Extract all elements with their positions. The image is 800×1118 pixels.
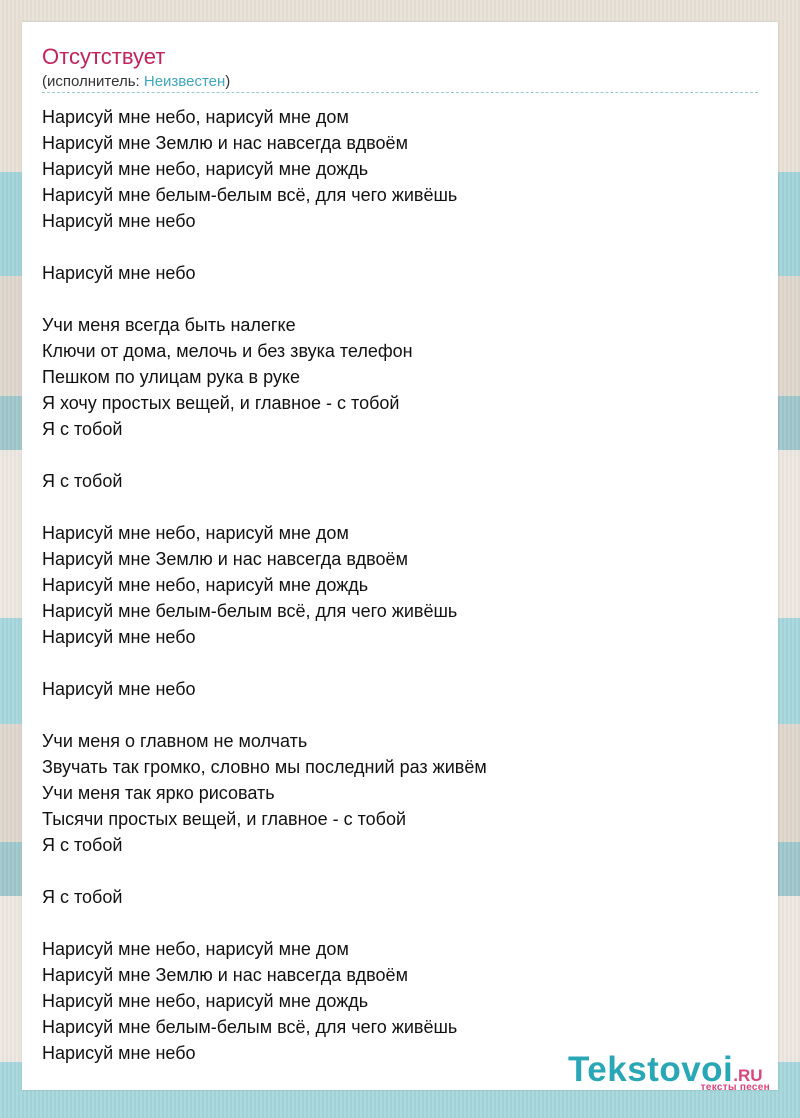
- lyric-line: Учи меня всегда быть налегке: [42, 315, 296, 335]
- artist-prefix: (исполнитель:: [42, 73, 144, 90]
- lyric-blank-line: [42, 286, 487, 312]
- lyric-line: Я хочу простых вещей, и главное - с тобой: [42, 393, 400, 413]
- lyric-line: Я с тобой: [42, 887, 123, 907]
- lyric-line: Нарисуй мне белым-белым всё, для чего живёшь: [42, 601, 458, 621]
- lyric-line: Я с тобой: [42, 471, 123, 491]
- lyric-line: Нарисуй мне небо: [42, 211, 196, 231]
- lyric-blank-line: [42, 494, 487, 520]
- logo-name: Tekstovoi: [568, 1050, 734, 1089]
- lyric-line: Нарисуй мне небо: [42, 263, 196, 283]
- lyric-blank-line: [42, 442, 487, 468]
- lyric-blank-line: [42, 910, 487, 936]
- lyric-line: Нарисуй мне небо, нарисуй мне дом: [42, 107, 349, 127]
- artist-line: [42, 73, 230, 90]
- logo-tld: .RU: [733, 1066, 763, 1085]
- lyric-line: Нарисуй мне небо: [42, 679, 196, 699]
- lyric-line: Пешком по улицам рука в руке: [42, 367, 301, 387]
- lyric-blank-line: [42, 702, 487, 728]
- lyric-line: Учи меня так ярко рисовать: [42, 783, 275, 803]
- lyric-line: Нарисуй мне белым-белым всё, для чего живёшь: [42, 1017, 458, 1037]
- lyrics-sheet: [22, 22, 778, 1093]
- lyric-line: Нарисуй мне Землю и нас навсегда вдвоём: [42, 965, 408, 985]
- lyric-line: Учи меня о главном не молчать: [42, 731, 308, 751]
- lyric-line: Нарисуй мне небо, нарисуй мне дождь: [42, 991, 369, 1011]
- lyric-line: Нарисуй мне небо, нарисуй мне дождь: [42, 159, 369, 179]
- lyric-line: Нарисуй мне небо, нарисуй мне дождь: [42, 575, 369, 595]
- lyric-line: Нарисуй мне небо: [42, 1043, 196, 1063]
- title-divider: [42, 92, 758, 93]
- logo-tagline: тексты песен: [700, 1082, 770, 1093]
- song-title: Отсутствует: [42, 44, 166, 69]
- lyric-blank-line: [42, 650, 487, 676]
- lyric-blank-line: [42, 234, 487, 260]
- lyric-line: Тысячи простых вещей, и главное - с тобой: [42, 809, 407, 829]
- lyric-line: Нарисуй мне небо: [42, 627, 196, 647]
- lyric-blank-line: [42, 858, 487, 884]
- lyrics-body: [42, 104, 487, 1066]
- lyric-line: Нарисуй мне Землю и нас навсегда вдвоём: [42, 133, 408, 153]
- lyric-line: Нарисуй мне белым-белым всё, для чего живёшь: [42, 185, 458, 205]
- site-logo[interactable]: [568, 1052, 778, 1092]
- lyric-line: Нарисуй мне небо, нарисуй мне дом: [42, 939, 349, 959]
- lyric-line: Звучать так громко, словно мы последний раз живём: [42, 757, 487, 777]
- artist-link[interactable]: Неизвестен: [143, 73, 226, 90]
- lyric-line: Ключи от дома, мелочь и без звука телефон: [42, 341, 413, 361]
- artist-suffix: ): [225, 73, 231, 90]
- lyric-line: Я с тобой: [42, 419, 123, 439]
- lyric-line: Нарисуй мне Землю и нас навсегда вдвоём: [42, 549, 408, 569]
- lyric-line: Нарисуй мне небо, нарисуй мне дом: [42, 523, 349, 543]
- lyric-line: Я с тобой: [42, 835, 123, 855]
